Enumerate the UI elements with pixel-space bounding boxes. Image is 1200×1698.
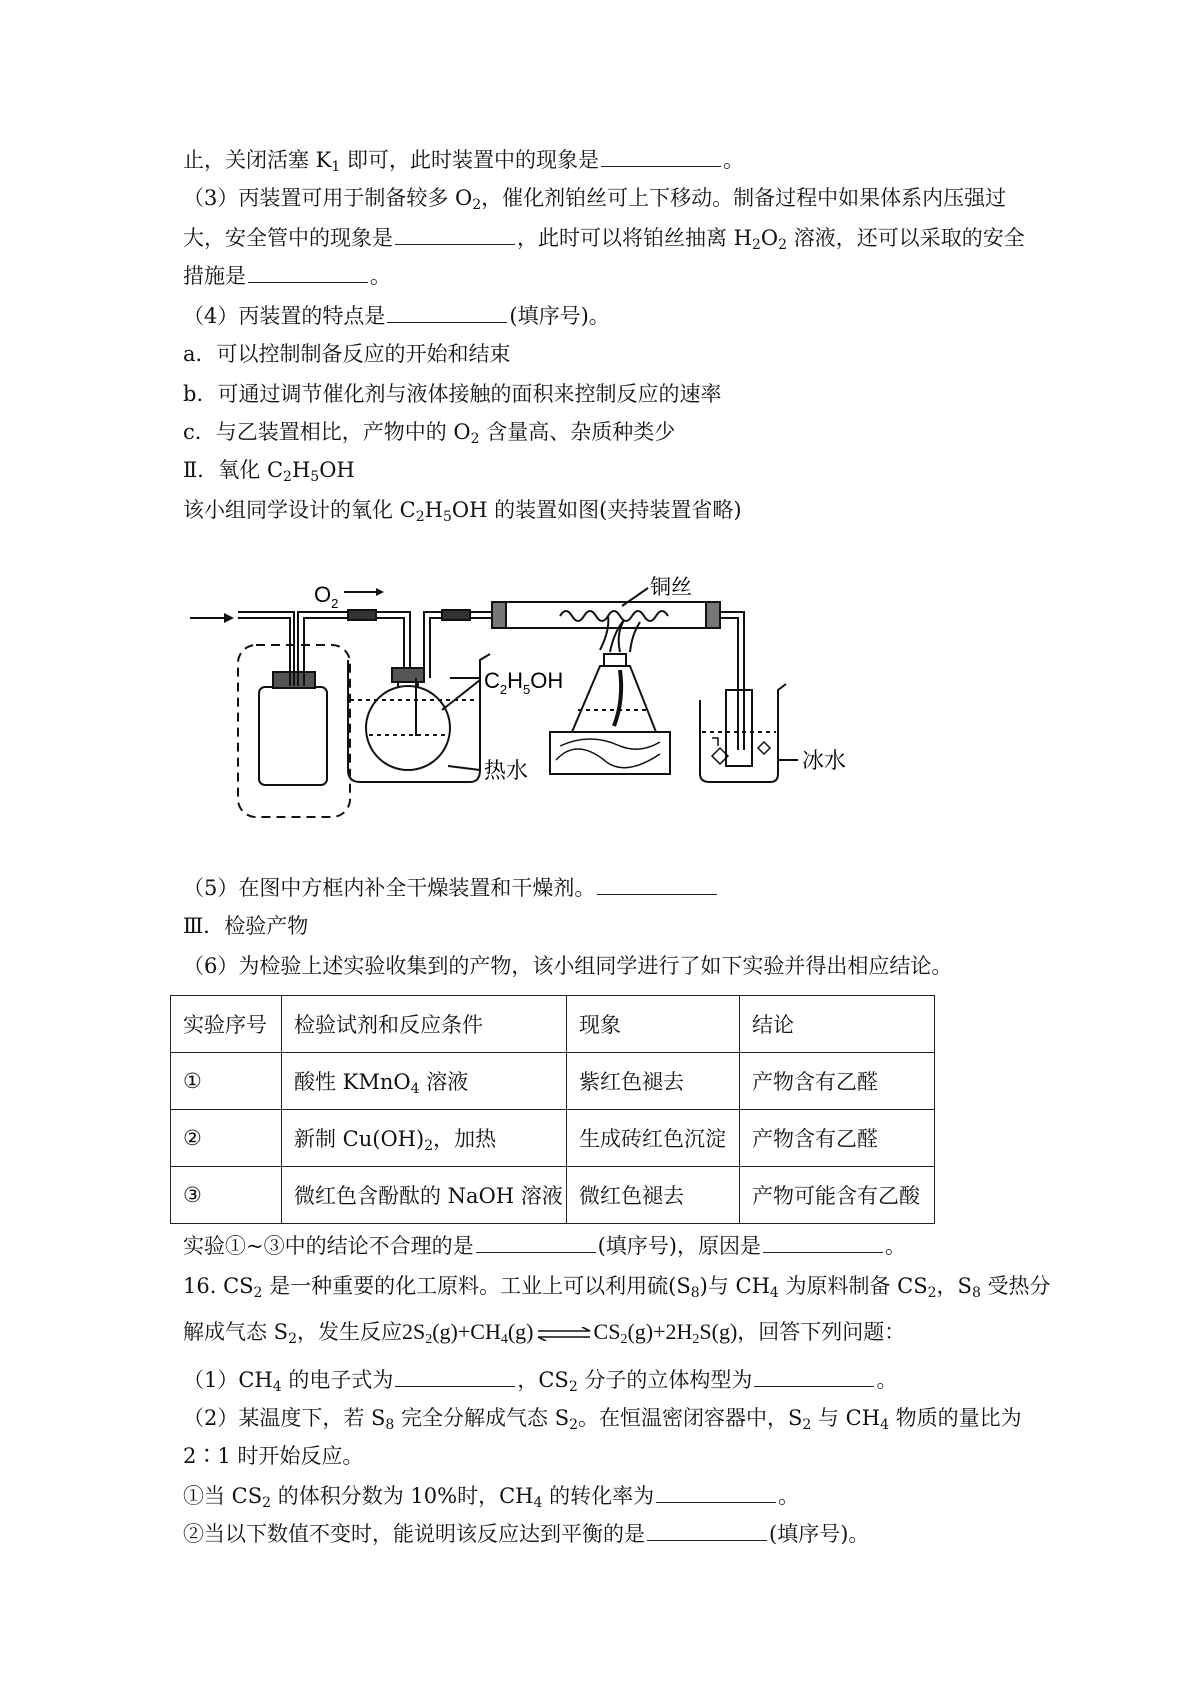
copper-wire-coil bbox=[560, 611, 668, 621]
wooden-block bbox=[550, 732, 670, 774]
lamp-wick-holder bbox=[604, 654, 626, 666]
option-a: a．可以控制制备反应的开始和结束 bbox=[183, 342, 511, 366]
question-3-line1: （3）丙装置可用于制备较多 $O_2$，催化剂铂丝可上下移动。制备过程中如果体系内压强过 bbox=[183, 186, 1007, 213]
o2-label: $O_2$ bbox=[314, 582, 339, 611]
question-3-line3: 措施是 。 bbox=[183, 264, 391, 288]
answer-blank[interactable] bbox=[476, 1234, 596, 1253]
answer-blank[interactable] bbox=[395, 226, 515, 245]
option-c: c．与乙装置相比，产物中的 $O_2$ 含量高、杂质种类少 bbox=[183, 420, 676, 447]
table-header-row bbox=[171, 996, 935, 1053]
equilibrium-arrow-icon bbox=[536, 1327, 592, 1341]
cell-reagent: 酸性 KMnO$_4$ 溶液 bbox=[282, 1053, 567, 1110]
cell-no: ① bbox=[171, 1053, 282, 1110]
question-3-line2: 大，安全管中的现象是 ，此时可以将铂丝抽离 $H_2O_2$ 溶液，还可以采取的安全 bbox=[183, 226, 1025, 253]
cell-no: ② bbox=[171, 1110, 282, 1167]
question-16-1: $(1)CH_4$ 的电子式为 ，$CS_2$ 分子的立体构型为 。 bbox=[183, 1368, 898, 1395]
flame bbox=[600, 616, 640, 652]
question-16-2-part1: ①当 $CS_2$ 的体积分数为 10%时，$CH_4$ 的转化率为 。 bbox=[183, 1484, 800, 1511]
question-16-2-part2: ②当以下数值不变时，能说明该反应达到平衡的是 (填序号)。 bbox=[183, 1522, 870, 1546]
answer-blank[interactable] bbox=[763, 1234, 883, 1253]
answer-blank[interactable] bbox=[601, 148, 721, 167]
table-row bbox=[171, 1110, 935, 1167]
cell-conclusion: 产物含有乙醛 bbox=[740, 1110, 935, 1167]
ethanol-flask bbox=[366, 686, 450, 770]
ethanol-label: $C_2H_5OH$ bbox=[484, 668, 564, 697]
cell-phenomenon: 生成砖红色沉淀 bbox=[567, 1110, 740, 1167]
table-followup: 实验①~③中的结论不合理的是 (填序号)，原因是 。 bbox=[183, 1234, 906, 1258]
problem-16-line2: 解成气态 $S_2$，发生反应$2S_2(g)+CH_4(g)$ $CS_2(g)+2H_2S(g)$，回答下列问题： bbox=[183, 1319, 906, 1347]
header-phenomenon: 现象 bbox=[567, 996, 740, 1053]
section-2-description: 该小组同学设计的氧化 $C_2H_5OH$ 的装置如图(夹持装置省略) bbox=[183, 498, 742, 525]
problem-16-line1: 16. $CS_2$ 是一种重要的化工原料。工业上可以利用硫$(S_8)$与 $CH_4$ 为原料制备 $CS_2$，$S_8$ 受热分 bbox=[183, 1274, 1051, 1301]
answer-blank[interactable] bbox=[647, 1522, 767, 1541]
table-row bbox=[171, 1167, 935, 1224]
cell-no: ③ bbox=[171, 1167, 282, 1224]
section-3-heading: Ⅲ．检验产物 bbox=[183, 914, 309, 938]
cell-conclusion: 产物含有乙醛 bbox=[740, 1053, 935, 1110]
answer-blank[interactable] bbox=[656, 1484, 776, 1503]
copper-wire-label: 铜丝 bbox=[650, 576, 692, 599]
table-row bbox=[171, 1053, 935, 1110]
cell-phenomenon: 紫红色褪去 bbox=[567, 1053, 740, 1110]
answer-blank[interactable] bbox=[395, 1368, 515, 1387]
reaction-equation: $2S_2(g)+CH_4(g)$ $CS_2(g)+2H_2S(g)$ bbox=[401, 1319, 738, 1347]
header-reagent: 检验试剂和反应条件 bbox=[282, 996, 567, 1053]
cell-conclusion: 产物可能含有乙酸 bbox=[740, 1167, 935, 1224]
hot-water-label: 热水 bbox=[484, 758, 529, 783]
answer-blank[interactable] bbox=[248, 264, 368, 283]
question-6: （6）为检验上述实验收集到的产物，该小组同学进行了如下实验并得出相应结论。 bbox=[183, 954, 953, 978]
apparatus-diagram bbox=[180, 560, 940, 820]
cell-phenomenon: 微红色褪去 bbox=[567, 1167, 740, 1224]
cell-reagent: 新制 $Cu(OH)_2$，加热 bbox=[282, 1110, 567, 1167]
answer-blank[interactable] bbox=[754, 1368, 874, 1387]
section-2-heading: Ⅱ．氧化 $C_2H_5OH$ bbox=[183, 458, 355, 485]
cell-reagent: 微红色含酚酞的 NaOH 溶液 bbox=[282, 1167, 567, 1224]
text-line-k1: 止，关闭活塞 $K_1$ 即可，此时装置中的现象是 。 bbox=[183, 148, 744, 175]
ice-water-label: 冰水 bbox=[802, 748, 847, 773]
question-5: （5）在图中方框内补全干燥装置和干燥剂。 bbox=[183, 874, 719, 902]
header-no: 实验序号 bbox=[171, 996, 282, 1053]
question-16-2-line2: 2∶1 时开始反应。 bbox=[183, 1444, 364, 1468]
answer-blank[interactable] bbox=[597, 876, 717, 895]
header-conclusion: 结论 bbox=[740, 996, 935, 1053]
option-b: b．可通过调节催化剂与液体接触的面积来控制反应的速率 bbox=[183, 382, 722, 406]
answer-blank[interactable] bbox=[387, 304, 507, 323]
experiment-table bbox=[170, 995, 935, 1224]
question-16-2-line1: （2）某温度下，若 $S_8$ 完全分解成气态 $S_2$。在恒温密闭容器中，$S_2$ 与 $CH_4$ 物质的量比为 bbox=[183, 1406, 1022, 1433]
combustion-tube bbox=[492, 602, 720, 628]
question-4: （4）丙装置的特点是 (填序号)。 bbox=[183, 304, 610, 328]
gas-bottle bbox=[259, 687, 327, 785]
